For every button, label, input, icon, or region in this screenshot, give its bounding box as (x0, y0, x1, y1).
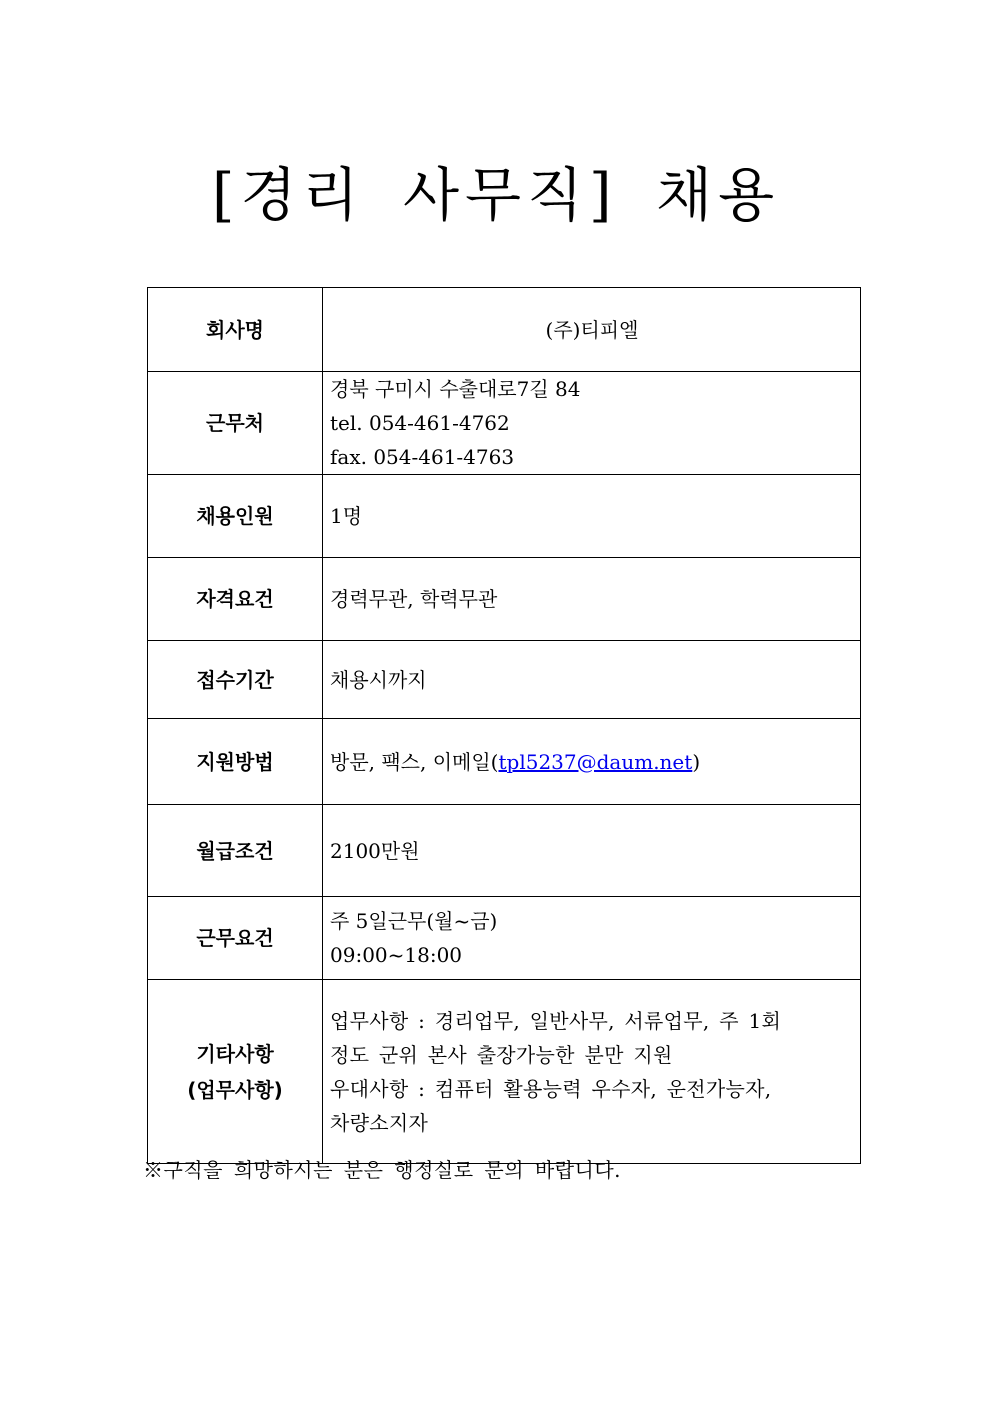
other-preference-line1: 우대사항 : 컴퓨터 활용능력 우수자, 운전가능자, (330, 1076, 772, 1101)
conditions-value (323, 897, 861, 980)
salary-value: 2100만원 (323, 805, 861, 897)
table-row-company (148, 288, 861, 372)
workplace-address: 경북 구미시 수출대로7길 84 (330, 377, 581, 401)
conditions-label: 근무요건 (148, 897, 323, 980)
table-row-conditions (148, 897, 861, 980)
table-row-period (148, 641, 861, 719)
table-row-headcount (148, 475, 861, 558)
period-value: 채용시까지 (323, 641, 861, 719)
workplace-label: 근무처 (148, 372, 323, 475)
conditions-days: 주 5일근무(월~금) (330, 909, 498, 933)
conditions-hours: 09:00~18:00 (330, 943, 463, 967)
headcount-label: 채용인원 (148, 475, 323, 558)
other-value (323, 980, 861, 1164)
other-label-line2: (업무사항) (187, 1077, 283, 1102)
job-info-table (147, 287, 861, 1164)
other-label-line1: 기타사항 (196, 1041, 274, 1066)
page-title: [경리 사무직] 채용 (211, 161, 781, 229)
method-value (323, 719, 861, 805)
workplace-tel: tel. 054-461-4762 (330, 411, 510, 435)
email-link[interactable]: tpl5237@daum.net (498, 749, 693, 774)
qualification-label: 자격요건 (148, 558, 323, 641)
table-row-workplace (148, 372, 861, 475)
workplace-fax: fax. 054-461-4763 (330, 445, 515, 469)
method-label: 지원방법 (148, 719, 323, 805)
salary-label: 월급조건 (148, 805, 323, 897)
other-duty-line2: 정도 군위 본사 출장가능한 분만 지원 (330, 1042, 673, 1067)
company-label: 회사명 (148, 288, 323, 372)
company-value: (주)티피엘 (323, 288, 861, 372)
other-preference-line2: 차량소지자 (330, 1110, 429, 1135)
headcount-value: 1명 (323, 475, 861, 558)
other-duty-line1: 업무사항 : 경리업무, 일반사무, 서류업무, 주 1회 (330, 1008, 782, 1033)
method-suffix: ) (692, 749, 701, 774)
period-label: 접수기간 (148, 641, 323, 719)
table-row-method (148, 719, 861, 805)
footnote: ※구직을 희망하시는 분은 행정실로 문의 바랍니다. (143, 1158, 622, 1182)
table-row-other (148, 980, 861, 1164)
qualification-value: 경력무관, 학력무관 (323, 558, 861, 641)
method-prefix: 방문, 팩스, 이메일( (330, 749, 499, 774)
other-label (148, 980, 323, 1164)
table-row-qualification (148, 558, 861, 641)
table-row-salary (148, 805, 861, 897)
workplace-value (323, 372, 861, 475)
